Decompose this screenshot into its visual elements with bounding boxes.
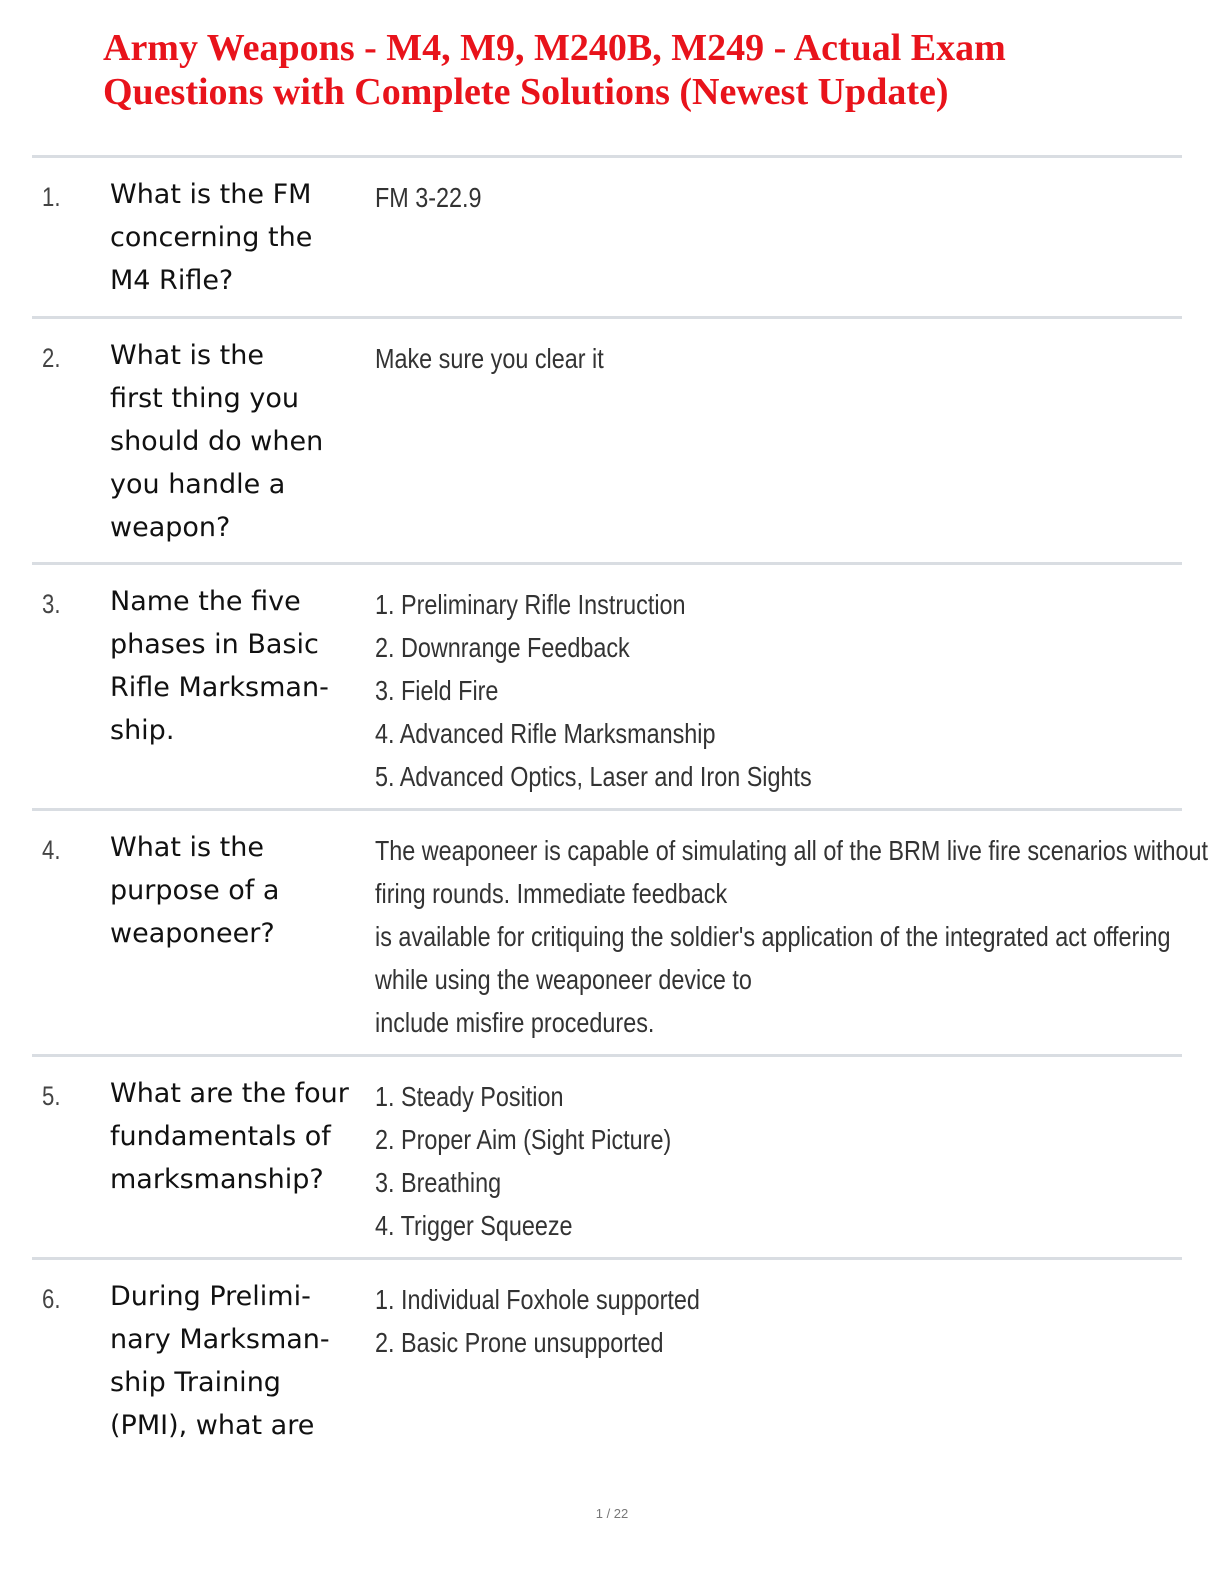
answer-line: 1. Preliminary Rifle Instruction	[375, 589, 686, 620]
question-line: concerning the	[110, 222, 313, 253]
question-line: marksmanship?	[110, 1164, 324, 1195]
answer-text	[375, 337, 1168, 380]
document-title	[103, 26, 1163, 114]
item-number: 2.	[42, 343, 61, 373]
answer-line: 3. Field Fire	[375, 675, 499, 706]
question-line: ship.	[110, 715, 175, 746]
question-line: weaponeer?	[110, 918, 275, 949]
question-line: What is the FM	[110, 179, 312, 210]
question-line: nary Marksman-	[110, 1324, 330, 1355]
answer-line: 2. Proper Aim (Sight Picture)	[375, 1124, 672, 1155]
question-line: What is the	[110, 340, 264, 371]
answer-text	[375, 176, 1168, 219]
question-line: first thing you	[110, 383, 299, 414]
item-number: 1.	[42, 182, 61, 212]
answer-text	[375, 1278, 1168, 1364]
answer-line: 2. Basic Prone unsupported	[375, 1327, 664, 1358]
qa-item-6	[32, 1257, 1182, 1457]
question-line: ship Training	[110, 1367, 281, 1398]
answer-text	[375, 1075, 1168, 1247]
qa-item-5	[32, 1054, 1182, 1257]
answer-line: 1. Individual Foxhole supported	[375, 1284, 700, 1315]
answer-line: FM 3-22.9	[375, 182, 482, 213]
page-indicator: 1 / 22	[595, 1506, 629, 1521]
question-line: weapon?	[110, 512, 231, 543]
question-line: fundamentals of	[110, 1121, 331, 1152]
item-number: 4.	[42, 835, 61, 865]
answer-line: 4. Advanced Rifle Marksmanship	[375, 718, 716, 749]
item-number: 3.	[42, 589, 61, 619]
answer-line: The weaponeer is capable of simulating all of the BRM live fire scenarios without	[375, 835, 1209, 866]
question-line: M4 Rifle?	[110, 265, 234, 296]
question-text	[110, 334, 372, 549]
answer-line: 5. Advanced Optics, Laser and Iron Sights	[375, 761, 812, 792]
question-line: purpose of a	[110, 875, 280, 906]
answer-line: 4. Trigger Squeeze	[375, 1210, 573, 1241]
answer-line: Make sure you clear it	[375, 343, 604, 374]
question-text	[110, 173, 372, 302]
item-number: 6.	[42, 1284, 61, 1314]
title-line-1: Army Weapons - M4, M9, M240B, M249 - Actual Exam	[103, 27, 1006, 69]
question-line: you handle a	[110, 469, 286, 500]
answer-text	[375, 583, 1168, 798]
answer-line: 3. Breathing	[375, 1167, 502, 1198]
answer-line: include misfire procedures.	[375, 1007, 655, 1038]
item-number: 5.	[42, 1081, 61, 1111]
question-line: Name the five	[110, 586, 301, 617]
qa-item-1	[32, 155, 1182, 316]
title-line-2: Questions with Complete Solutions (Newest Update)	[103, 71, 949, 113]
answer-line: 1. Steady Position	[375, 1081, 564, 1112]
question-line: Rifle Marksman-	[110, 672, 329, 703]
question-line: What is the	[110, 832, 264, 863]
question-answer-list	[32, 155, 1209, 1457]
answer-line: firing rounds. Immediate feedback	[375, 878, 728, 909]
question-line: What are the four	[110, 1078, 349, 1109]
answer-text	[375, 829, 1209, 1044]
qa-item-4	[32, 808, 1209, 1054]
question-line: should do when	[110, 426, 324, 457]
question-text	[110, 580, 372, 752]
answer-line: is available for critiquing the soldier's application of the integrated act offering	[375, 921, 1171, 952]
question-line: phases in Basic	[110, 629, 319, 660]
answer-line: while using the weaponeer device to	[375, 964, 752, 995]
question-text	[110, 1275, 372, 1447]
question-text	[110, 1072, 372, 1201]
qa-item-2	[32, 316, 1182, 562]
qa-item-3	[32, 562, 1182, 808]
answer-line: 2. Downrange Feedback	[375, 632, 630, 663]
question-line: During Prelimi-	[110, 1281, 311, 1312]
question-text	[110, 826, 372, 955]
question-line: (PMI), what are	[110, 1410, 315, 1441]
